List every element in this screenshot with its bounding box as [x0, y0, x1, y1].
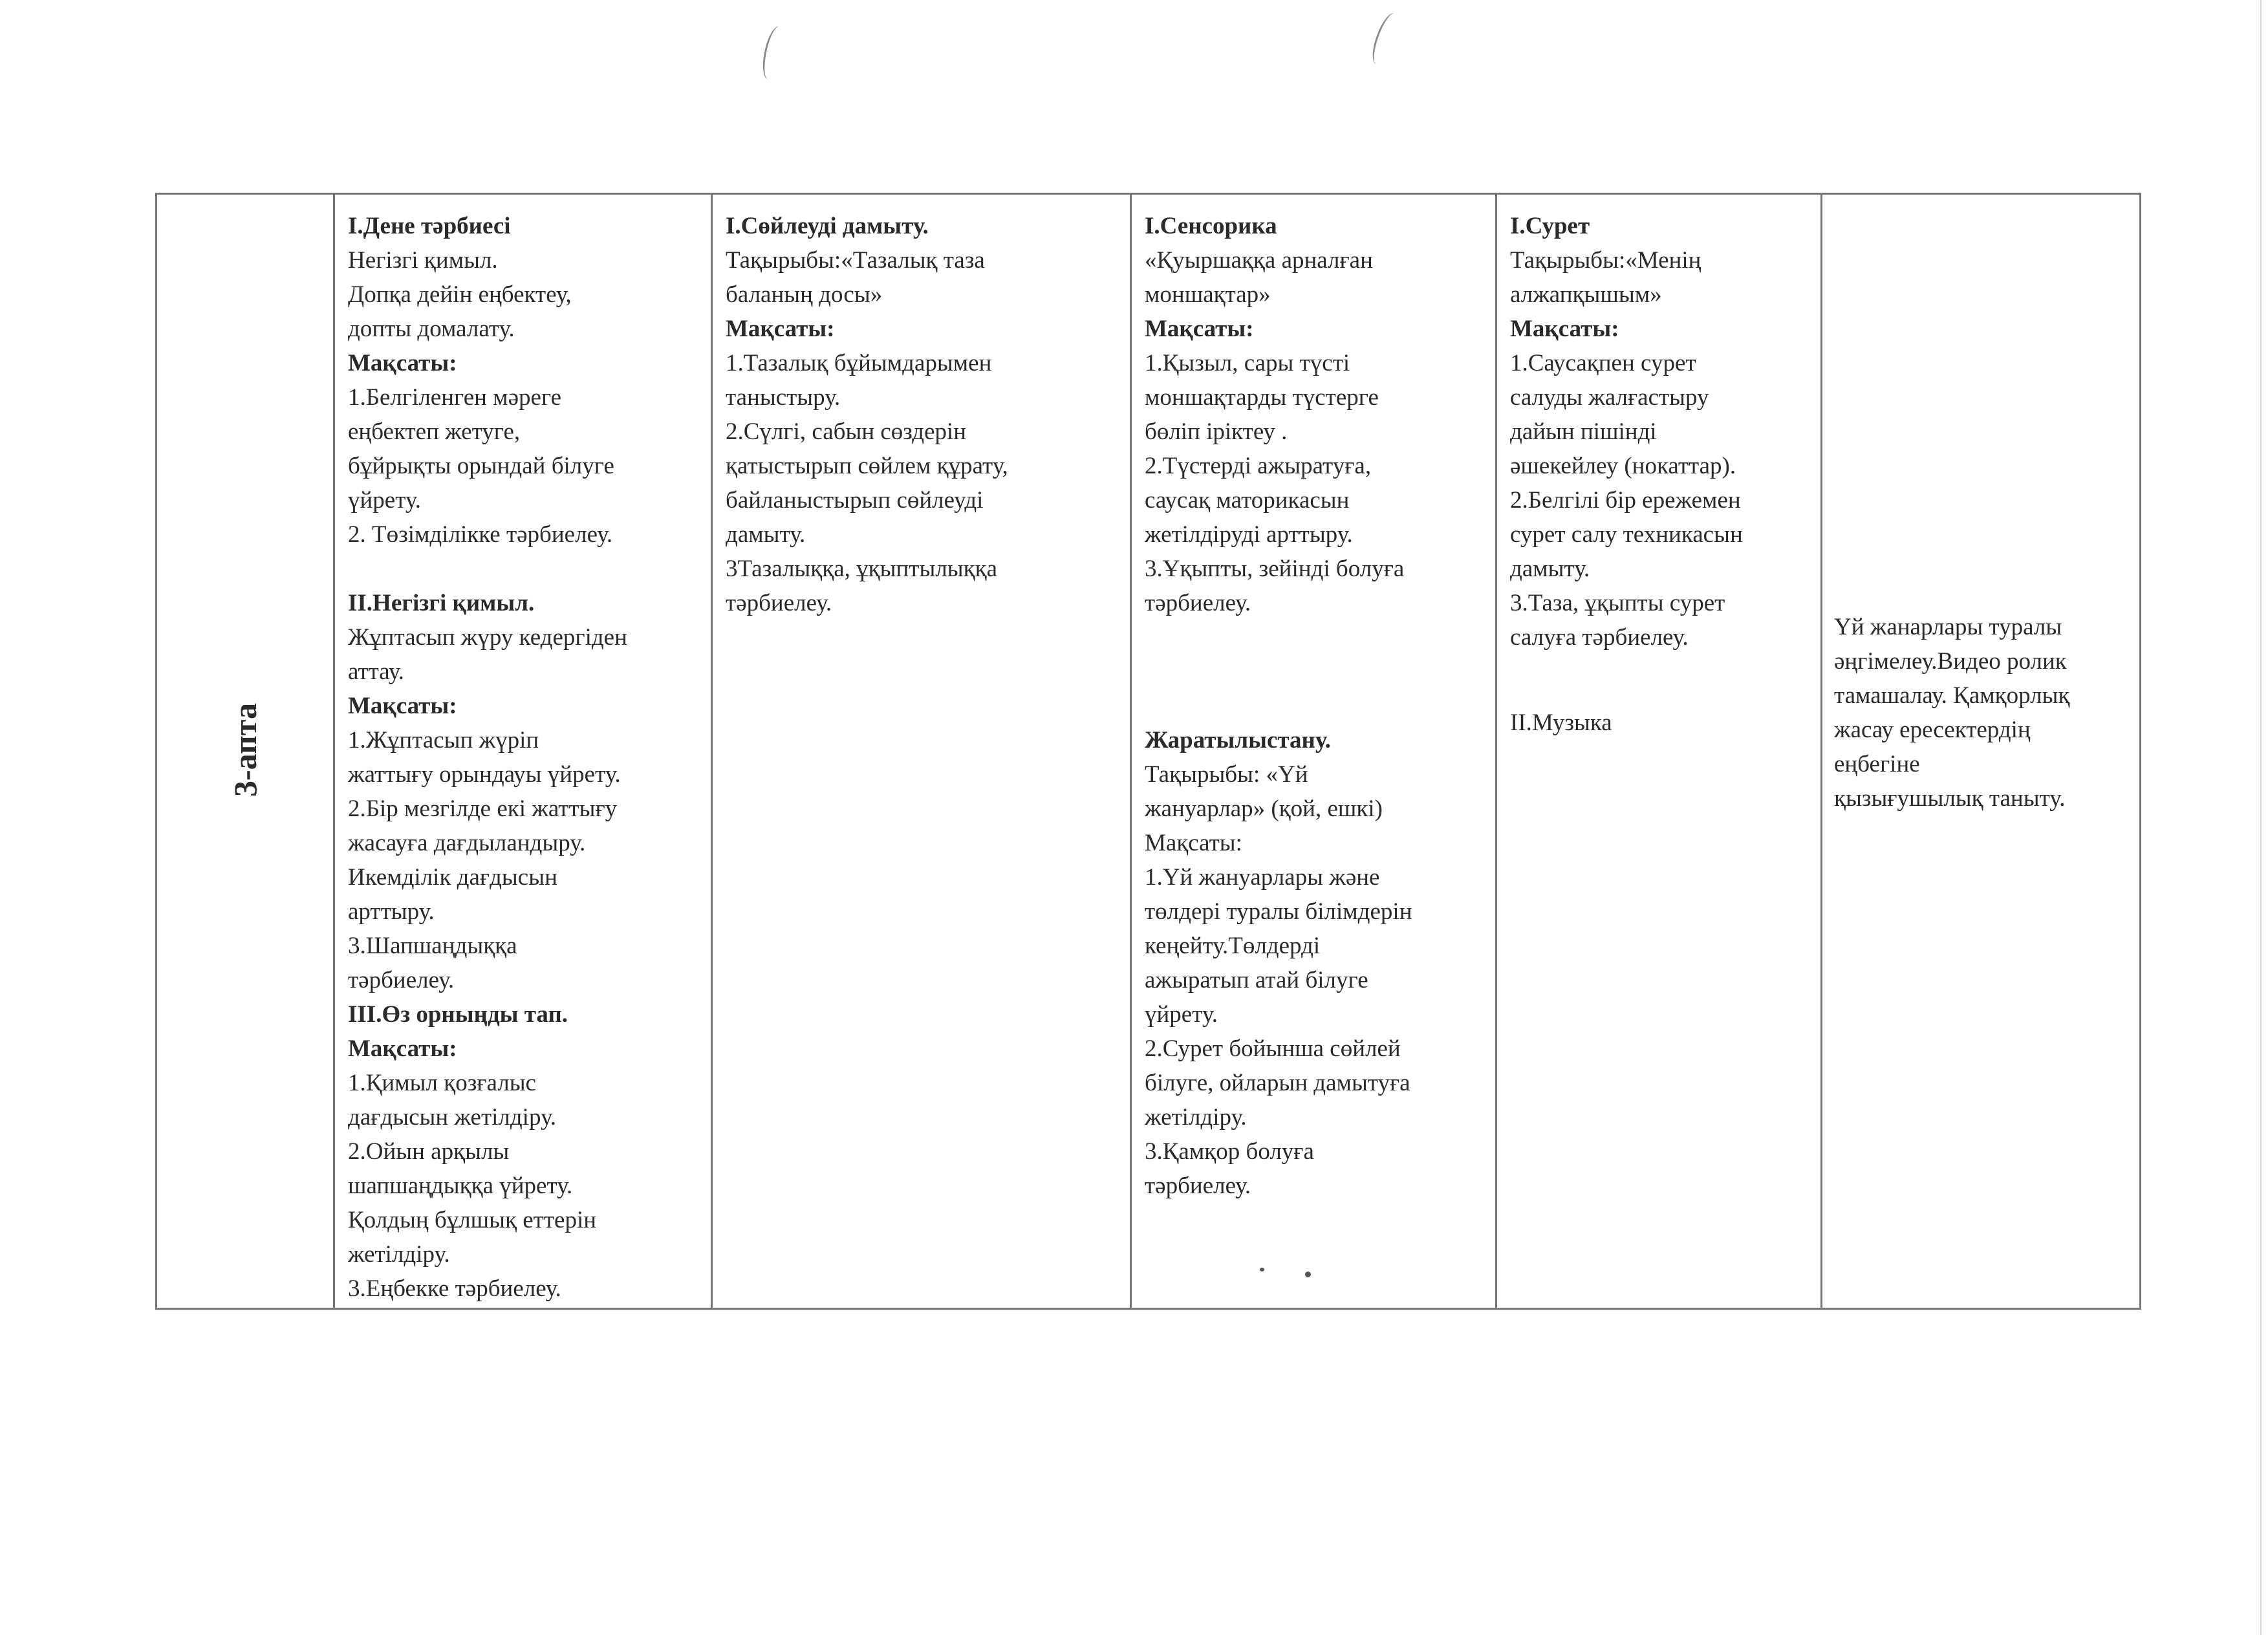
text-line: баланың досы» [726, 281, 883, 308]
week-cell [157, 194, 334, 1309]
text-line: Жұптасып жүру кедергіден [348, 624, 627, 651]
text-line: сурет салу техникасын [1510, 521, 1743, 548]
text-line: бөліп іріктеу . [1145, 418, 1288, 445]
text-line: салуды жалғастыру [1510, 384, 1709, 411]
block-title: I.Дене тәрбиесі [348, 213, 511, 239]
scan-edge-line [2260, 0, 2262, 1635]
text-line: тәрбиелеу. [1145, 1173, 1251, 1199]
text-line: Тақырыбы: «Үй [1145, 761, 1308, 788]
block-title: II.Негізгі қимыл. [348, 590, 535, 616]
text-line: жетілдіру. [348, 1241, 450, 1268]
text-line: 3.Ұқыпты, зейінді болуға [1145, 556, 1405, 582]
text-line: қатыстырып сөйлем құрату, [726, 453, 1008, 479]
text-line: еңбектеп жетуге, [348, 418, 521, 445]
text-line: жасауға дағдыландыру. [348, 830, 586, 856]
physical-education-cell [334, 194, 712, 1309]
text-line: 2.Сүлгі, сабын сөздерін [726, 418, 967, 445]
text-line: үйрету. [1145, 1001, 1218, 1028]
text-line: таныстыру. [726, 384, 841, 411]
text-line: әңгімелеу.Видео ролик [1834, 647, 2067, 675]
text-line: тәрбиелеу. [348, 967, 455, 993]
text-line: 2.Бір мезгілде екі жаттығу [348, 796, 618, 822]
text-line: төлдері туралы білімдерін [1145, 898, 1412, 925]
text-line: Негізгі қимыл. [348, 247, 498, 274]
text-line: 1.Белгіленген мәреге [348, 384, 562, 411]
text-line: дайын пішінді [1510, 418, 1657, 445]
daily-activity-cell [1822, 194, 2141, 1309]
goal-heading: Мақсаты: [348, 693, 457, 719]
text-line: саусақ маторикасын [1145, 487, 1350, 514]
binder-hole-mark [759, 25, 789, 81]
text-line: 1.Саусақпен сурет [1510, 350, 1696, 376]
text-line: тамашалау. Қамқорлық [1834, 682, 2070, 709]
text-line: салуға тәрбиелеу. [1510, 624, 1689, 651]
text-line: 3.Шапшаңдыққа [348, 933, 517, 959]
block-title: I.Сенсорика [1145, 213, 1277, 239]
text-line: допты домалату. [348, 316, 515, 342]
week-label: 3-апта [226, 702, 263, 797]
text-line: білуге, ойларын дамытуға [1145, 1070, 1410, 1096]
text-line: 3.Таза, ұқыпты сурет [1510, 590, 1725, 616]
block-title: III.Өз орныңды тап. [348, 1001, 568, 1028]
table-row [157, 194, 2141, 1309]
binder-hole-mark [1368, 10, 1404, 68]
music-label: II.Музыка [1510, 709, 1612, 736]
text-line: 1.Тазалық бұйымдарымен [726, 350, 992, 376]
text-line: жасау ересектердің [1834, 716, 2031, 743]
text-line: 1.Қимыл қозғалыс [348, 1070, 536, 1096]
text-line: үйрету. [348, 487, 421, 514]
text-line: Мақсаты: [1145, 830, 1242, 856]
text-line: 2.Ойын арқылы [348, 1138, 510, 1165]
goal-heading: Мақсаты: [348, 1035, 457, 1062]
goal-heading: Мақсаты: [726, 316, 835, 342]
text-line: арттыру. [348, 898, 435, 925]
text-line: дамыту. [726, 521, 806, 548]
text-line: жетілдіруді арттыру. [1145, 521, 1353, 548]
text-line: тәрбиелеу. [726, 590, 832, 616]
text-line: 1.Үй жануарлары және [1145, 864, 1380, 891]
text-line: 2.Түстерді ажыратуға, [1145, 453, 1372, 479]
lesson-plan-table [155, 193, 2141, 1310]
text-line: моншақтар» [1145, 281, 1271, 308]
text-line: 2.Белгілі бір ережемен [1510, 487, 1741, 514]
block-title: I.Сурет [1510, 213, 1590, 239]
text-line: Икемділік дағдысын [348, 864, 557, 891]
text-line: кеңейту.Төлдерді [1145, 933, 1321, 959]
text-line: еңбегіне [1834, 750, 1920, 777]
speech-development-cell [712, 194, 1131, 1309]
text-line: моншақтарды түстерге [1145, 384, 1379, 411]
text-line: Тақырыбы:«Тазалық таза [726, 247, 985, 274]
goal-heading: Мақсаты: [1510, 316, 1619, 342]
text-line: Үй жанарлары туралы [1834, 613, 2062, 640]
text-line: дағдысын жетілдіру. [348, 1104, 557, 1131]
text-line: жаттығу орындауы үйрету. [348, 761, 621, 788]
text-line: ажыратып атай білуге [1145, 967, 1368, 993]
text-line: шапшаңдыққа үйрету. [348, 1173, 573, 1199]
drawing-music-cell [1496, 194, 1822, 1309]
text-line: жануарлар» (қой, ешкі) [1145, 796, 1383, 822]
block-title: Жаратылыстану. [1145, 727, 1331, 753]
text-line: Қолдың бұлшық еттерін [348, 1207, 597, 1233]
text-line: дамыту. [1510, 556, 1590, 582]
text-line: алжапқышым» [1510, 281, 1662, 308]
text-line: бұйрықты орындай білуге [348, 453, 614, 479]
text-line: Тақырыбы:«Менің [1510, 247, 1701, 274]
sensorics-nature-cell [1131, 194, 1496, 1309]
text-line: әшекейлеу (нокаттар). [1510, 453, 1736, 479]
text-line: жетілдіру. [1145, 1104, 1247, 1131]
text-line: қызығушылық таныту. [1834, 785, 2066, 812]
text-line: 2. Төзімділікке тәрбиелеу. [348, 521, 613, 548]
text-line: 1.Жұптасып жүріп [348, 727, 539, 753]
text-line: Допқа дейін еңбектеу, [348, 281, 572, 308]
text-line: «Қуыршаққа арналған [1145, 247, 1373, 274]
text-line: 3.Қамқор болуға [1145, 1138, 1314, 1165]
text-line: 2.Сурет бойынша сөйлей [1145, 1035, 1401, 1062]
text-line: 1.Қызыл, сары түсті [1145, 350, 1350, 376]
goal-heading: Мақсаты: [348, 350, 457, 376]
text-line: 3.Еңбекке тәрбиелеу. [348, 1275, 561, 1302]
block-title: I.Сөйлеуді дамыту. [726, 213, 929, 239]
text-line: байланыстырып сөйлеуді [726, 487, 984, 514]
text-line: тәрбиелеу. [1145, 590, 1251, 616]
text-line: аттау. [348, 658, 404, 685]
goal-heading: Мақсаты: [1145, 316, 1254, 342]
text-line: 3Тазалыққа, ұқыптылыққа [726, 556, 998, 582]
